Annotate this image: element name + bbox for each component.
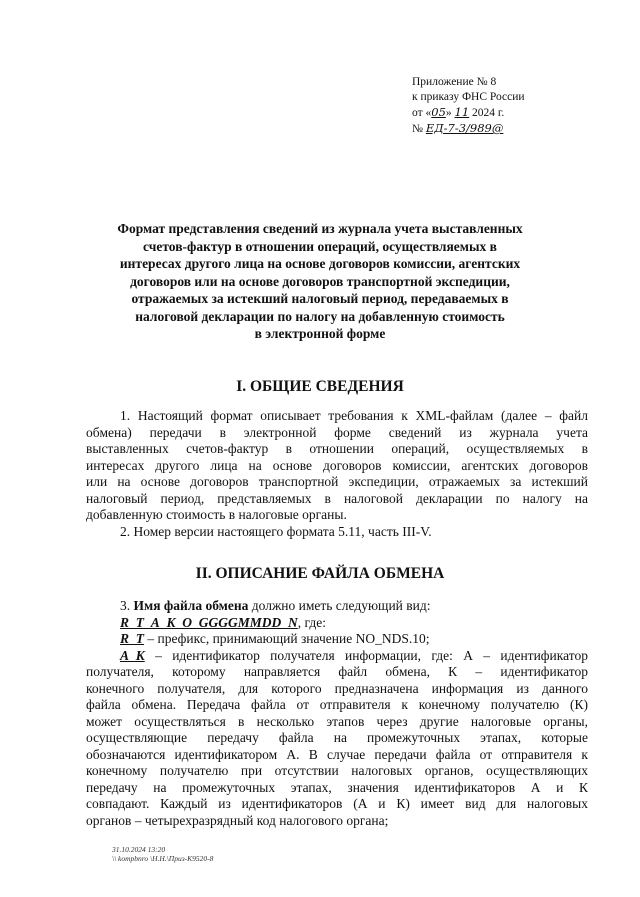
rt-description: – префикс, принимающий значение NO_NDS.10; bbox=[144, 631, 430, 646]
paragraph-line: получателя, которому направляется файл обмена, К – идентификатор bbox=[86, 664, 588, 679]
title-line: интересах другого лица на основе договоров комиссии, агентских bbox=[119, 256, 521, 271]
filename-pattern-line bbox=[113, 615, 588, 632]
document-title bbox=[90, 220, 550, 343]
title-line: Формат представления сведений из журнала учета выставленных bbox=[117, 221, 523, 236]
annex-block bbox=[412, 75, 525, 137]
paragraph-line: органов – четырехразрядный код налогового органа; bbox=[86, 812, 389, 828]
rt-code: R_T bbox=[120, 631, 145, 646]
title-line: договоров или на основе договоров транспортной экспедиции, bbox=[130, 273, 510, 289]
paragraph-line: файла обмена. Передача файла от отправителя к конечному получателю (К) bbox=[86, 697, 588, 712]
annex-line-1: Приложение № 8 bbox=[412, 76, 497, 88]
paragraph-line bbox=[113, 598, 588, 615]
title-line: отражаемых за истекший налоговый период, передаваемых в bbox=[131, 291, 509, 306]
paragraph-line: обмена) передачи в электронной форме сведений из журнала учета bbox=[86, 424, 588, 440]
filename-pattern: R_T_A_K_O_GGGGMMDD_N bbox=[120, 614, 298, 630]
section-1-heading: I. ОБЩИЕ СВЕДЕНИЯ bbox=[236, 378, 404, 395]
footer-metadata bbox=[112, 845, 213, 863]
paragraph-line: обозначаются идентификатором А. В случае передачи файла от отправителя к bbox=[86, 746, 588, 762]
title-line: в электронной форме bbox=[254, 326, 386, 341]
annex-line-3 bbox=[412, 105, 525, 121]
paragraph-line: может осуществляться в несколько этапов через другие налоговые органы, bbox=[86, 713, 588, 729]
annex-date-mid: » bbox=[445, 107, 455, 119]
handwritten-order-number: ЕД-7-3/989@ bbox=[425, 121, 504, 135]
paragraph-line: конечного получателя, для которого предназначена информация из данного bbox=[86, 680, 588, 696]
paragraph-line: передачу на промежуточных этапах, значения идентификаторов А и К bbox=[86, 779, 588, 795]
ak-description: – идентификатор получателя информации, где: А – идентификатор bbox=[144, 647, 588, 663]
section-2-heading: II. ОПИСАНИЕ ФАЙЛА ОБМЕНА bbox=[195, 565, 445, 582]
p3-number: 3. bbox=[120, 598, 134, 613]
rt-definition bbox=[113, 631, 588, 648]
title-line: налоговой декларации по налогу на добавленную стоимость bbox=[135, 308, 505, 324]
annex-number-prefix: № bbox=[412, 123, 426, 135]
title-line: счетов-фактур в отношении операций, осуществляемых в bbox=[143, 238, 497, 254]
paragraph-line: интересах другого лица на основе договоров комиссии, агентских договоров bbox=[86, 457, 588, 473]
ak-definition bbox=[113, 648, 588, 665]
footer-path: \\ kompbnro \Н.Н.\Приз-К9520-8 bbox=[112, 854, 214, 863]
annex-date-prefix: от « bbox=[412, 107, 432, 119]
handwritten-day: 05 bbox=[431, 105, 446, 119]
paragraph-line: добавленную стоимость в налоговые органы. bbox=[86, 507, 347, 522]
handwritten-month: 11 bbox=[454, 105, 470, 119]
filename-suffix: , где: bbox=[297, 614, 326, 630]
paragraph-3 bbox=[86, 598, 588, 829]
paragraph-line: выставленных счетов-фактур в отношении операций, осуществляемых в bbox=[86, 441, 588, 456]
annex-date-year: 2024 г. bbox=[469, 107, 505, 119]
p3-rest: должно иметь следующий вид: bbox=[248, 598, 431, 613]
paragraph-1 bbox=[86, 408, 588, 540]
p3-bold-term: Имя файла обмена bbox=[133, 598, 249, 613]
paragraph-line: 1. Настоящий формат описывает требования к XML-файлам (далее – файл bbox=[120, 408, 588, 423]
paragraph-line: или на основе договоров транспортной экспедиции, отражаемых за истекший bbox=[86, 474, 588, 489]
ak-code: A_K bbox=[120, 647, 145, 663]
paragraph-line: налоговый период, представляемых в налоговой декларации по налогу на bbox=[86, 490, 588, 506]
paragraph-line: осуществляющие передачу файла на промежуточных этапах, которые bbox=[86, 730, 588, 745]
annex-line-2: к приказу ФНС России bbox=[412, 91, 525, 103]
paragraph-line: совпадают. Каждый из идентификаторов (А и К) имеет вид для налоговых bbox=[86, 796, 588, 811]
paragraph-line: конечному получателю при отсутствии налоговых органов, осуществляющих bbox=[86, 763, 588, 778]
footer-timestamp: 31.10.2024 13:20 bbox=[112, 845, 166, 854]
paragraph-2: 2. Номер версии настоящего формата 5.11, часть III-V. bbox=[120, 523, 432, 539]
annex-line-4 bbox=[412, 121, 525, 137]
